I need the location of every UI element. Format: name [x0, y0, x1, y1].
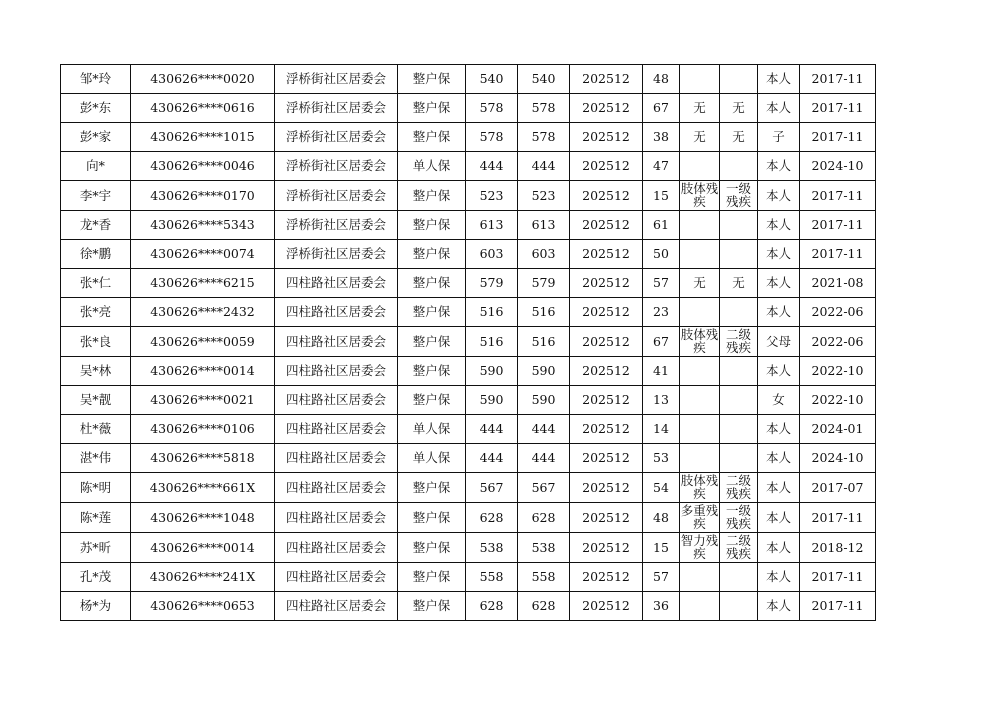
- disability-level-cell: [720, 357, 758, 386]
- disability-level-cell: [720, 444, 758, 473]
- community-cell: 四柱路社区居委会: [275, 563, 398, 592]
- amount-cell: 444: [466, 152, 518, 181]
- relation-cell: 本人: [758, 211, 800, 240]
- id-number-cell: 430626****0106: [131, 415, 275, 444]
- amount-cell: 579: [466, 269, 518, 298]
- type-cell: 整户保: [398, 357, 466, 386]
- date-cell: 2017-07: [800, 473, 876, 503]
- subsidy-cell: 579: [518, 269, 570, 298]
- subsidy-cell: 590: [518, 386, 570, 415]
- disability-type-cell: 肢体残疾: [680, 473, 719, 501]
- id-number-cell: 430626****6215: [131, 269, 275, 298]
- data-table: [60, 64, 876, 621]
- age-cell: 15: [643, 181, 680, 211]
- subsidy-cell: 590: [518, 357, 570, 386]
- community-cell: 浮桥街社区居委会: [275, 123, 398, 152]
- id-number-cell: 430626****0074: [131, 240, 275, 269]
- table-row: [61, 94, 876, 123]
- age-cell: 14: [643, 415, 680, 444]
- community-cell: 四柱路社区居委会: [275, 415, 398, 444]
- subsidy-cell: 516: [518, 298, 570, 327]
- disability-type-cell: [680, 152, 720, 181]
- date-cell: 2017-11: [800, 65, 876, 94]
- id-number-cell: 430626****0170: [131, 181, 275, 211]
- disability-level-cell: [720, 592, 758, 621]
- date-cell: 2017-11: [800, 563, 876, 592]
- community-cell: 四柱路社区居委会: [275, 327, 398, 357]
- community-cell: 四柱路社区居委会: [275, 386, 398, 415]
- period-cell: 202512: [570, 473, 643, 503]
- type-cell: 整户保: [398, 298, 466, 327]
- period-cell: 202512: [570, 240, 643, 269]
- relation-cell: 本人: [758, 298, 800, 327]
- name-cell: 张*良: [61, 327, 131, 357]
- period-cell: 202512: [570, 269, 643, 298]
- disability-type-cell: 智力残疾: [680, 533, 719, 561]
- name-cell: 龙*香: [61, 211, 131, 240]
- amount-cell: 578: [466, 123, 518, 152]
- relation-cell: 本人: [758, 415, 800, 444]
- date-cell: 2024-10: [800, 444, 876, 473]
- community-cell: 浮桥街社区居委会: [275, 65, 398, 94]
- table-row: [61, 592, 876, 621]
- amount-cell: 516: [466, 298, 518, 327]
- type-cell: 整户保: [398, 181, 466, 211]
- subsidy-cell: 578: [518, 123, 570, 152]
- age-cell: 23: [643, 298, 680, 327]
- relation-cell: 本人: [758, 503, 800, 533]
- age-cell: 38: [643, 123, 680, 152]
- period-cell: 202512: [570, 327, 643, 357]
- disability-level-cell: [720, 65, 758, 94]
- relation-cell: 本人: [758, 357, 800, 386]
- period-cell: 202512: [570, 386, 643, 415]
- amount-cell: 567: [466, 473, 518, 503]
- relation-cell: 本人: [758, 65, 800, 94]
- age-cell: 41: [643, 357, 680, 386]
- table-row: [61, 533, 876, 563]
- date-cell: 2017-11: [800, 94, 876, 123]
- date-cell: 2024-01: [800, 415, 876, 444]
- id-number-cell: 430626****0616: [131, 94, 275, 123]
- age-cell: 67: [643, 94, 680, 123]
- disability-level-cell: 无: [720, 123, 758, 152]
- type-cell: 单人保: [398, 444, 466, 473]
- table-row: [61, 123, 876, 152]
- disability-level-cell: [720, 211, 758, 240]
- table-body: [61, 65, 876, 621]
- relation-cell: 本人: [758, 94, 800, 123]
- disability-level-cell: [720, 386, 758, 415]
- type-cell: 整户保: [398, 592, 466, 621]
- period-cell: 202512: [570, 563, 643, 592]
- amount-cell: 578: [466, 94, 518, 123]
- disability-type-cell: [680, 211, 720, 240]
- name-cell: 邹*玲: [61, 65, 131, 94]
- table-row: [61, 357, 876, 386]
- subsidy-cell: 444: [518, 152, 570, 181]
- date-cell: 2017-11: [800, 240, 876, 269]
- relation-cell: 本人: [758, 240, 800, 269]
- id-number-cell: 430626****0014: [131, 357, 275, 386]
- type-cell: 整户保: [398, 473, 466, 503]
- community-cell: 四柱路社区居委会: [275, 533, 398, 563]
- disability-type-cell: [680, 444, 720, 473]
- relation-cell: 子: [758, 123, 800, 152]
- subsidy-cell: 444: [518, 415, 570, 444]
- relation-cell: 本人: [758, 592, 800, 621]
- table-row: [61, 503, 876, 533]
- relation-cell: 本人: [758, 563, 800, 592]
- id-number-cell: 430626****0014: [131, 533, 275, 563]
- id-number-cell: 430626****0021: [131, 386, 275, 415]
- type-cell: 整户保: [398, 563, 466, 592]
- type-cell: 整户保: [398, 65, 466, 94]
- subsidy-cell: 567: [518, 473, 570, 503]
- name-cell: 吴*靓: [61, 386, 131, 415]
- table-row: [61, 386, 876, 415]
- community-cell: 四柱路社区居委会: [275, 592, 398, 621]
- id-number-cell: 430626****1048: [131, 503, 275, 533]
- period-cell: 202512: [570, 94, 643, 123]
- community-cell: 四柱路社区居委会: [275, 503, 398, 533]
- date-cell: 2018-12: [800, 533, 876, 563]
- community-cell: 四柱路社区居委会: [275, 357, 398, 386]
- age-cell: 61: [643, 211, 680, 240]
- name-cell: 陈*莲: [61, 503, 131, 533]
- age-cell: 15: [643, 533, 680, 563]
- name-cell: 彭*东: [61, 94, 131, 123]
- age-cell: 48: [643, 65, 680, 94]
- amount-cell: 523: [466, 181, 518, 211]
- table-row: [61, 181, 876, 211]
- relation-cell: 本人: [758, 269, 800, 298]
- date-cell: 2021-08: [800, 269, 876, 298]
- relation-cell: 女: [758, 386, 800, 415]
- type-cell: 整户保: [398, 240, 466, 269]
- id-number-cell: 430626****0653: [131, 592, 275, 621]
- name-cell: 杨*为: [61, 592, 131, 621]
- table-row: [61, 415, 876, 444]
- community-cell: 四柱路社区居委会: [275, 444, 398, 473]
- date-cell: 2022-06: [800, 327, 876, 357]
- period-cell: 202512: [570, 65, 643, 94]
- subsidy-cell: 578: [518, 94, 570, 123]
- table-row: [61, 152, 876, 181]
- id-number-cell: 430626****0059: [131, 327, 275, 357]
- amount-cell: 516: [466, 327, 518, 357]
- amount-cell: 540: [466, 65, 518, 94]
- table-row: [61, 563, 876, 592]
- disability-level-cell: 二级残疾: [720, 533, 758, 563]
- id-number-cell: 430626****241X: [131, 563, 275, 592]
- community-cell: 浮桥街社区居委会: [275, 181, 398, 211]
- period-cell: 202512: [570, 123, 643, 152]
- disability-level-cell: [720, 415, 758, 444]
- community-cell: 浮桥街社区居委会: [275, 94, 398, 123]
- relation-cell: 本人: [758, 444, 800, 473]
- table-row: [61, 298, 876, 327]
- type-cell: 整户保: [398, 269, 466, 298]
- subsidy-cell: 523: [518, 181, 570, 211]
- age-cell: 57: [643, 563, 680, 592]
- disability-type-cell: 无: [680, 94, 720, 123]
- disability-level-cell: [720, 152, 758, 181]
- type-cell: 整户保: [398, 503, 466, 533]
- id-number-cell: 430626****2432: [131, 298, 275, 327]
- subsidy-cell: 538: [518, 533, 570, 563]
- disability-type-cell: [680, 65, 720, 94]
- table-row: [61, 327, 876, 357]
- date-cell: 2017-11: [800, 211, 876, 240]
- type-cell: 单人保: [398, 152, 466, 181]
- date-cell: 2017-11: [800, 503, 876, 533]
- disability-type-cell: [680, 357, 720, 386]
- amount-cell: 590: [466, 357, 518, 386]
- id-number-cell: 430626****0020: [131, 65, 275, 94]
- name-cell: 孔*茂: [61, 563, 131, 592]
- disability-level-cell: [720, 563, 758, 592]
- disability-level-cell: 二级残疾: [720, 473, 758, 503]
- period-cell: 202512: [570, 357, 643, 386]
- type-cell: 整户保: [398, 123, 466, 152]
- community-cell: 浮桥街社区居委会: [275, 240, 398, 269]
- table-row: [61, 211, 876, 240]
- disability-level-cell: [720, 298, 758, 327]
- name-cell: 吴*林: [61, 357, 131, 386]
- disability-level-cell: 无: [720, 269, 758, 298]
- community-cell: 四柱路社区居委会: [275, 473, 398, 503]
- name-cell: 向*: [61, 152, 131, 181]
- relation-cell: 本人: [758, 152, 800, 181]
- disability-type-cell: [680, 415, 720, 444]
- disability-type-cell: 无: [680, 123, 720, 152]
- id-number-cell: 430626****661X: [131, 473, 275, 503]
- date-cell: 2017-11: [800, 181, 876, 211]
- name-cell: 张*仁: [61, 269, 131, 298]
- relation-cell: 本人: [758, 473, 800, 503]
- amount-cell: 628: [466, 503, 518, 533]
- name-cell: 杜*薇: [61, 415, 131, 444]
- name-cell: 苏*昕: [61, 533, 131, 563]
- id-number-cell: 430626****0046: [131, 152, 275, 181]
- period-cell: 202512: [570, 415, 643, 444]
- disability-level-cell: [720, 240, 758, 269]
- community-cell: 四柱路社区居委会: [275, 269, 398, 298]
- age-cell: 57: [643, 269, 680, 298]
- id-number-cell: 430626****1015: [131, 123, 275, 152]
- relation-cell: 本人: [758, 533, 800, 563]
- age-cell: 67: [643, 327, 680, 357]
- table-row: [61, 240, 876, 269]
- table-row: [61, 444, 876, 473]
- subsidy-cell: 603: [518, 240, 570, 269]
- period-cell: 202512: [570, 298, 643, 327]
- period-cell: 202512: [570, 211, 643, 240]
- amount-cell: 444: [466, 444, 518, 473]
- type-cell: 整户保: [398, 533, 466, 563]
- amount-cell: 613: [466, 211, 518, 240]
- community-cell: 浮桥街社区居委会: [275, 152, 398, 181]
- date-cell: 2022-10: [800, 357, 876, 386]
- disability-level-cell: 一级残疾: [720, 503, 758, 533]
- name-cell: 湛*伟: [61, 444, 131, 473]
- disability-type-cell: [680, 563, 720, 592]
- period-cell: 202512: [570, 152, 643, 181]
- subsidy-cell: 628: [518, 503, 570, 533]
- table-row: [61, 473, 876, 503]
- id-number-cell: 430626****5818: [131, 444, 275, 473]
- amount-cell: 444: [466, 415, 518, 444]
- name-cell: 徐*鹏: [61, 240, 131, 269]
- amount-cell: 538: [466, 533, 518, 563]
- community-cell: 四柱路社区居委会: [275, 298, 398, 327]
- date-cell: 2022-10: [800, 386, 876, 415]
- age-cell: 54: [643, 473, 680, 503]
- community-cell: 浮桥街社区居委会: [275, 211, 398, 240]
- type-cell: 整户保: [398, 94, 466, 123]
- disability-type-cell: 肢体残疾: [680, 181, 719, 209]
- date-cell: 2024-10: [800, 152, 876, 181]
- age-cell: 48: [643, 503, 680, 533]
- relation-cell: 本人: [758, 181, 800, 211]
- period-cell: 202512: [570, 444, 643, 473]
- name-cell: 张*亮: [61, 298, 131, 327]
- age-cell: 50: [643, 240, 680, 269]
- date-cell: 2022-06: [800, 298, 876, 327]
- subsidy-cell: 613: [518, 211, 570, 240]
- disability-level-cell: 一级残疾: [720, 181, 758, 211]
- disability-level-cell: 二级残疾: [720, 327, 758, 357]
- period-cell: 202512: [570, 533, 643, 563]
- subsidy-cell: 444: [518, 444, 570, 473]
- name-cell: 李*宇: [61, 181, 131, 211]
- name-cell: 彭*家: [61, 123, 131, 152]
- disability-type-cell: 多重残疾: [680, 503, 719, 531]
- date-cell: 2017-11: [800, 592, 876, 621]
- subsidy-cell: 540: [518, 65, 570, 94]
- disability-type-cell: 无: [680, 269, 720, 298]
- table-row: [61, 65, 876, 94]
- amount-cell: 628: [466, 592, 518, 621]
- subsidy-cell: 516: [518, 327, 570, 357]
- disability-type-cell: [680, 592, 720, 621]
- id-number-cell: 430626****5343: [131, 211, 275, 240]
- type-cell: 整户保: [398, 211, 466, 240]
- subsidy-cell: 628: [518, 592, 570, 621]
- date-cell: 2017-11: [800, 123, 876, 152]
- subsidy-cell: 558: [518, 563, 570, 592]
- name-cell: 陈*明: [61, 473, 131, 503]
- disability-type-cell: 肢体残疾: [680, 327, 719, 355]
- disability-type-cell: [680, 240, 720, 269]
- amount-cell: 603: [466, 240, 518, 269]
- relation-cell: 父母: [758, 327, 800, 357]
- disability-type-cell: [680, 386, 720, 415]
- table-sheet: [60, 64, 875, 621]
- amount-cell: 558: [466, 563, 518, 592]
- period-cell: 202512: [570, 592, 643, 621]
- age-cell: 36: [643, 592, 680, 621]
- age-cell: 13: [643, 386, 680, 415]
- age-cell: 47: [643, 152, 680, 181]
- period-cell: 202512: [570, 503, 643, 533]
- table-row: [61, 269, 876, 298]
- type-cell: 单人保: [398, 415, 466, 444]
- disability-type-cell: [680, 298, 720, 327]
- type-cell: 整户保: [398, 386, 466, 415]
- amount-cell: 590: [466, 386, 518, 415]
- disability-level-cell: 无: [720, 94, 758, 123]
- period-cell: 202512: [570, 181, 643, 211]
- type-cell: 整户保: [398, 327, 466, 357]
- age-cell: 53: [643, 444, 680, 473]
